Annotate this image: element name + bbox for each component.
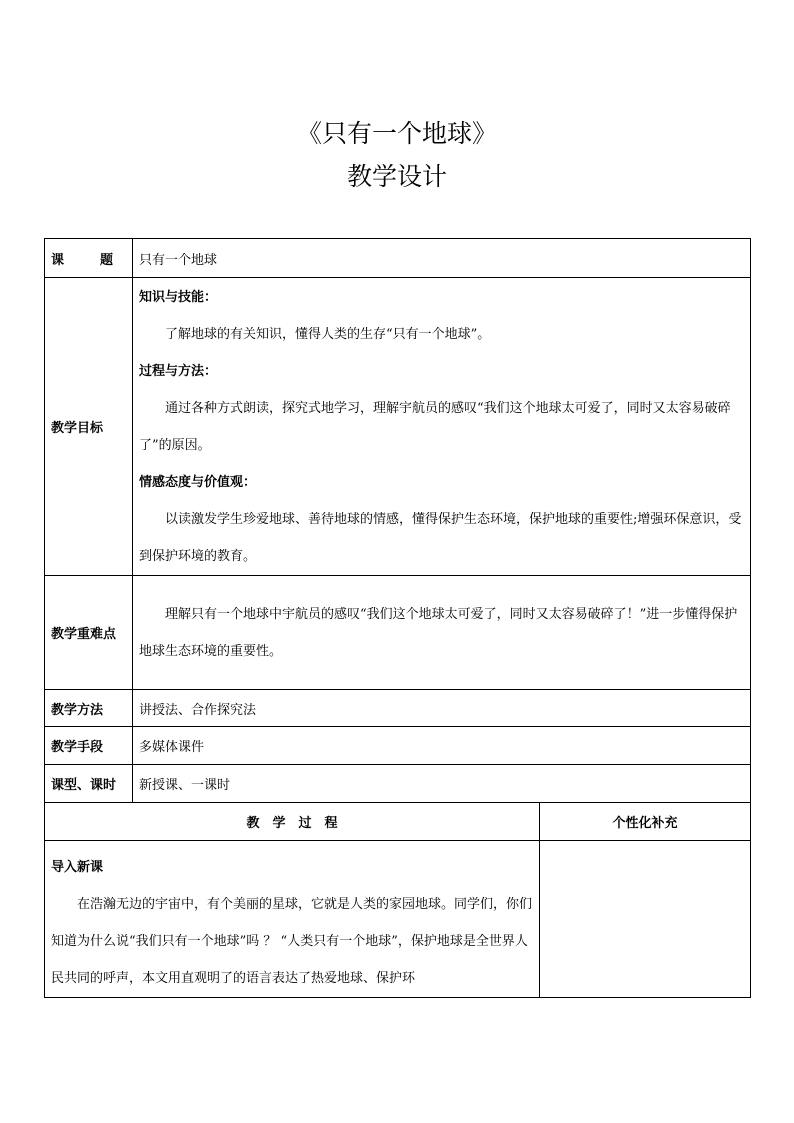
key-points-text: 理解只有一个地球中宇航员的感叹“我们这个地球太可爱了，同时又太容易破碎了！”进一步懂得保护地球生态环境的重要性。 xyxy=(139,606,738,659)
row-means xyxy=(45,727,751,765)
process-header: 教 学 过 程 xyxy=(45,803,540,841)
goals-text-process: 通过各种方式朗读，探究式地学习，理解宇航员的感叹“我们这个地球太可爱了，同时又太容易破碎了”的原因。 xyxy=(139,400,731,453)
goals-heading-knowledge: 知识与技能： xyxy=(139,289,218,305)
lesson-plan-table xyxy=(44,238,751,998)
row-type xyxy=(45,765,751,803)
key-points-label: 教学重难点 xyxy=(45,576,133,690)
goals-label: 教学目标 xyxy=(45,278,133,576)
goals-heading-attitude: 情感态度与价值观： xyxy=(139,474,257,490)
method-label: 教学方法 xyxy=(45,690,133,727)
goals-content xyxy=(133,278,751,576)
document-title: 《只有一个地球》 xyxy=(296,119,497,148)
topic-label-a: 课 xyxy=(51,252,65,268)
topic-value: 只有一个地球 xyxy=(133,239,751,278)
row-goals xyxy=(45,278,751,576)
intro-heading: 导入新课 xyxy=(51,860,104,875)
method-value: 讲授法、合作探究法 xyxy=(133,690,751,727)
supplement-header: 个性化补充 xyxy=(540,803,751,841)
document-subtitle: 教学设计 xyxy=(346,162,447,191)
supplement-content xyxy=(540,841,751,998)
intro-text: 在浩瀚无边的宇宙中，有个美丽的星球，它就是人类的家园地球。同学们，你们知道为什么说“我们只有一个地球”吗 ？ “人类只有一个地球”，保护地球是全世界人民共同的呼声，本文用直观明了的语言表达了热爱地球、保护环 xyxy=(51,897,533,986)
type-value: 新授课、一课时 xyxy=(133,765,751,803)
goals-text-attitude: 以读激发学生珍爱地球、善待地球的情感，懂得保护生态环境，保护地球的重要性;增强环保意识，受到保护环境的教育。 xyxy=(139,511,742,564)
row-topic xyxy=(45,239,751,278)
row-key-points xyxy=(45,576,751,690)
means-label: 教学手段 xyxy=(45,727,133,765)
process-content xyxy=(45,841,540,998)
goals-heading-process: 过程与方法： xyxy=(139,363,218,379)
key-points-content xyxy=(133,576,751,690)
topic-label-b: 题 xyxy=(100,252,114,268)
row-process-header xyxy=(45,803,751,841)
row-process-content xyxy=(45,841,751,998)
type-label: 课型、课时 xyxy=(45,765,133,803)
topic-label xyxy=(45,239,133,278)
means-value: 多媒体课件 xyxy=(133,727,751,765)
row-method xyxy=(45,690,751,727)
goals-text-knowledge: 了解地球的有关知识，懂得人类的生存“只有一个地球”。 xyxy=(165,326,491,342)
